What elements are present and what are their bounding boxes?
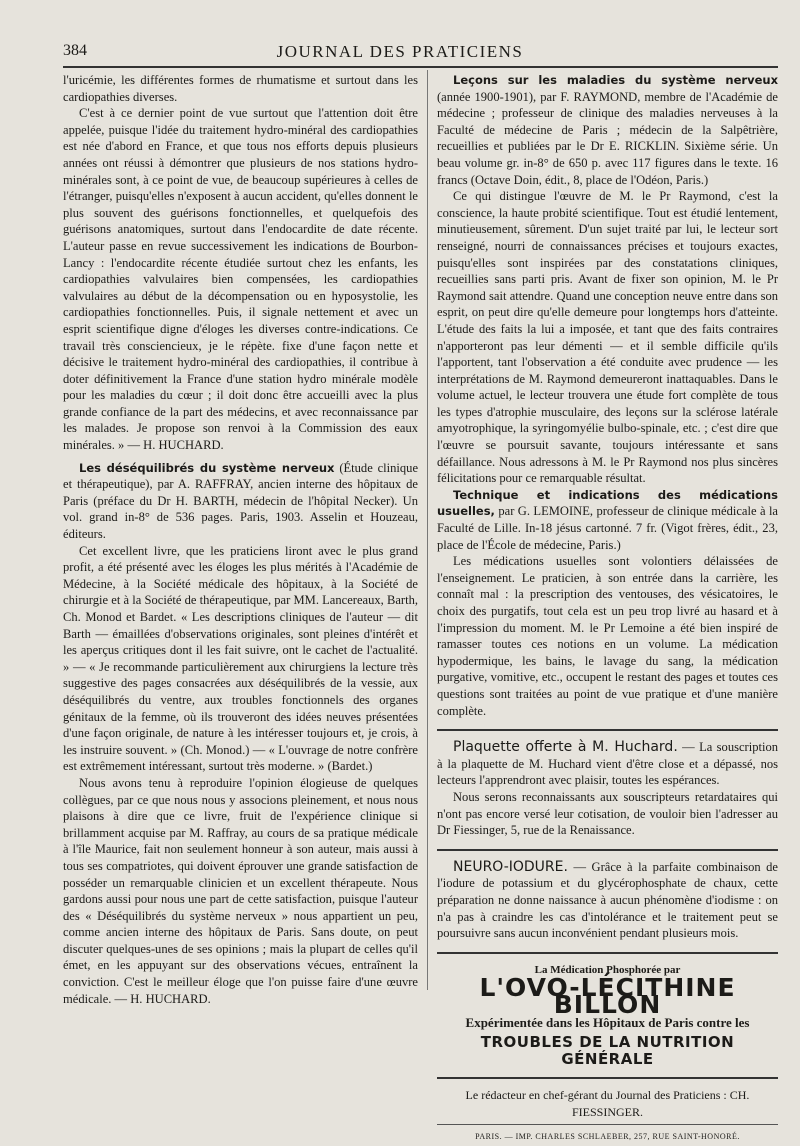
notice-heading: NEURO-IODURE.	[453, 858, 568, 875]
section-rule	[437, 849, 778, 851]
notice-heading: Plaquette offerte à M. Huchard.	[453, 739, 678, 756]
review-heading: Leçons sur les maladies du système nerveux	[453, 73, 778, 87]
ad-headline: TROUBLES DE LA NUTRITION GÉNÉRALE	[480, 1033, 735, 1068]
review-reference: par G. LEMOINE, professeur de clinique médicale à la Faculté de Lille. In-18 jésus cartonné. 7 fr. (Vigot frères, édit., 23, place de l'École de médecine, Paris.)	[437, 504, 778, 552]
ad-subtitle: Expérimentée dans les Hôpitaux de Paris contre les	[465, 1015, 750, 1031]
paragraph: Les médications usuelles sont volontiers délaissées de l'enseignement. Le praticien, à son entrée dans la carrière, les connaît mal : la prescription des ventouses, des vésicatoires, le choix des purgatifs, tout cela est un peu trop livré au hasard et à l'impression du moment. M. le Pr Lemoine a été bien inspiré de ramasser toutes ces notions en un volume. La médication hypodermique, les bains, le lavage du sang, la médication purgative, vomitive, etc., occupent le restant des pages et toutes ces questions sont traitées au point de vue pratique et d'une manière complète.	[437, 554, 778, 718]
notice-text: — Grâce à la parfaite combinaison de l'iodure de potassium et du glycérophosphate de chaux, cette préparation ne donne naissance à aucun phénomène d'iodisme : on n'a pas à craindre les cas d'intolérance et le traitement peut se poursuivre sans aucun inconvénient pendant plusieurs mois.	[437, 859, 778, 941]
review-heading: Les déséquilibrés du système nerveux	[79, 460, 335, 475]
book-review-intro	[437, 72, 778, 188]
advert-notice	[437, 859, 778, 942]
running-head: JOURNAL DES PRATICIENS	[276, 42, 524, 61]
editor-line: Le rédacteur en chef-gérant du Journal des Praticiens : CH. FIESSINGER.	[465, 1088, 750, 1119]
section-rule	[437, 1077, 778, 1079]
paragraph: Cet excellent livre, que les praticiens liront avec le plus grand profit, a été présenté avec les éloges les plus mérités à l'Académie de Médecine, à la Société médicale des hôpitaux, à la Société de chirurgie et à la Société de thérapeutique, par MM. Lancereaux, Barth, Ch. Monod et Bardet. « Les descriptions cliniques de l'auteur — dit Barth — émaillées d'observations originales, sont pleines d'intérêt et les aperçus critiques dont il les fait suivre, ont le cachet de l'actualité. » — « Je recommande particulièrement aux chirurgiens la lecture très suggestive des pages consacrées aux déséquilibrés de la vessie, aux déséquilibrés du ventre, aux troubles fonctionnels des organes génitaux de la femme, où ils trouveront des idées neuves présentées d'une façon originale, de nature à les intéresser toujours et, je crois, à les instruire souvent. » (Ch. Monod.) — « L'ouvrage de notre confrère est extrêmement intéressant, surtout très moderne. » (Bardet.)	[63, 543, 418, 774]
notice-text: — La souscription à la plaquette de M. Huchard vient d'être close et a dépassé, nos lecteurs l'apprendront avec plaisir, toutes les espérances.	[437, 740, 778, 788]
header-rule	[63, 66, 778, 68]
column-divider	[427, 70, 428, 990]
ad-title: L'OVO-LÉCITHINE BILLON	[479, 973, 736, 1019]
notice	[437, 739, 778, 789]
printer-imprint: PARIS. — IMP. CHARLES SCHLAEBER, 257, RUE SAINT-HONORÉ.	[475, 1132, 740, 1142]
section-rule	[437, 952, 778, 954]
right-column	[437, 72, 778, 1146]
paragraph: Nous avons tenu à reproduire l'opinion élogieuse de quelques collègues, par ce que nous nous y associons pleinement, et nous nous plaisons à dire que ce livre, fruit de l'expérience clinique si brillamment acquise par M. Raffray, au cours de sa pratique médicale à l'île Maurice, fait non seulement honneur à son auteur, mais aussi à tous ses compatriotes, qui doivent éprouver une grande satisfaction de posséder un remarquable clinicien et un excellent thérapeute. Nous gardons aussi pour nous une part de cette satisfaction, puisque l'auteur des « Déséquilibrés du système nerveux » nous appartient un peu, comme ancien interne des hôpitaux de Paris. Sans doute, on peut discuter quelques-unes de ses opinions ; mais la plupart de celles qu'il émet, en les appuyant sur des observations vécues, entraînent la conviction. C'est le meilleur éloge que l'on puisse faire d'une œuvre médicale. — H. HUCHARD.	[63, 775, 418, 1006]
paragraph: Ce qui distingue l'œuvre de M. le Pr Raymond, c'est la conscience, la haute probité scientifique. Tout est étudié lentement, minutieusement, sûrement. D'un sujet traité par lui, le lecteur sort renseigné, nourri de connaissances précises et toujours exactes, puisqu'elles sont inspirées par des constatations cliniques, recueillies sans parti pris. Avant de fixer son opinion, M. le Pr Raymond sait attendre. Quand une conception neuve entre dans son esprit, on peut dire qu'elle demeure pour longtemps hors d'atteinte. L'étude des faits la lui a imposée, et tant que des faits contraires n'apporteront pas leur démenti — et il semble difficile qu'ils l'apportent, tant l'observation a été conduite avec prudence — les interprétations de M. Raymond demeureront inattaquables. Dans le volume actuel, le lecteur trouvera une étude fort complète de tous les types d'atrophie musculaire, des leçons sur la sclérose latérale amyotrophique, la syringomyélie bulbo-spinale, etc. ; c'est dire que l'œuvre se poursuit savante, toujours intéressante et sans défaillance. Nous adressons à M. le Pr Raymond nos plus sincères félicitations pour ce remarquable résultat.	[437, 189, 778, 486]
review-reference: (année 1900-1901), par F. RAYMOND, membre de l'Académie de médecine ; professeur de clinique des maladies nerveuses à la Faculté de médecine de Paris ; médecin de la Salpêtrière, recueillies et publiées par le Dr E. RICKLIN. Sixième série. Un beau volume gr. in-8° de 650 p. avec 117 figures dans le texte. 16 francs (Octave Doin, édit., 8, place de l'Odéon, Paris.)	[437, 89, 778, 187]
book-review-intro	[437, 487, 778, 553]
review-reference: (Étude clinique et thérapeutique), par A. RAFFRAY, ancien interne des hôpitaux de Paris (préface du Dr H. BARTH, médecin de l'hôpital Necker). Un vol. grand in-8° de 536 pages. Paris, 1903. Asselin et Houzeau, éditeurs.	[63, 460, 419, 542]
page-number: 384	[63, 42, 87, 59]
paragraph: Nous serons reconnaissants aux souscripteurs retardataires qui n'ont pas encore versé leur cotisation, de vouloir bien l'adresser au Dr Fiessinger, 5, rue de la Renaissance.	[437, 789, 778, 838]
section-rule	[437, 729, 778, 731]
book-review-intro	[63, 460, 418, 543]
paragraph: C'est à ce dernier point de vue surtout que l'attention doit être appelée, puisque l'idée du traitement hydro-minéral des cardiopathies est née d'abord en France, et que tous nos efforts depuis plusieurs années ont réussi à démontrer que plusieurs de nos stations hydro-minérales sont, à ce point de vue, de beaucoup supérieures à celles de l'étranger, puisqu'elles n'exposent à aucun accident, qu'elles donnent le plus souvent des guérisons fonctionnelles, et quelquefois des guérisons anatomiques, surtout dans l'endocardite de date récente. L'auteur passe en revue successivement les indications de Bourbon-Lancy : l'endocardite récente étudiée surtout chez les enfants, les cardiopathies valvulaires bien compensées, les cardiopathies valvulaires au début de la décompensation ou en hyposystolie, les cardiopathies fonctionnelles. Puis, il signale nettement et avec un esprit scientifique digne d'éloges les diverses contre-indications. Ce travail très consciencieux, je le répète. fixe d'une façon nette et décisive le traitement hydro-minéral des cardiopathies, il contribue à doter définitivement la France d'une station hydro minérale modèle pour les maladies du cœur ; il doit donc être accueilli avec la plus grande confiance de la part des médecins, et avec reconnaissance par les malades. Je propose son renvoi à la Commission des eaux minérales. » — H. HUCHARD.	[63, 106, 418, 453]
paragraph: l'uricémie, les différentes formes de rhumatisme et surtout dans les cardiopathies diverses.	[63, 73, 418, 104]
left-column	[63, 72, 418, 1007]
ad-tagline: La Médication Phosphorée par	[534, 963, 681, 976]
review-heading: Technique et indications des médications usuelles,	[437, 487, 778, 519]
section-rule	[437, 1124, 778, 1125]
advertisement	[437, 962, 778, 1068]
